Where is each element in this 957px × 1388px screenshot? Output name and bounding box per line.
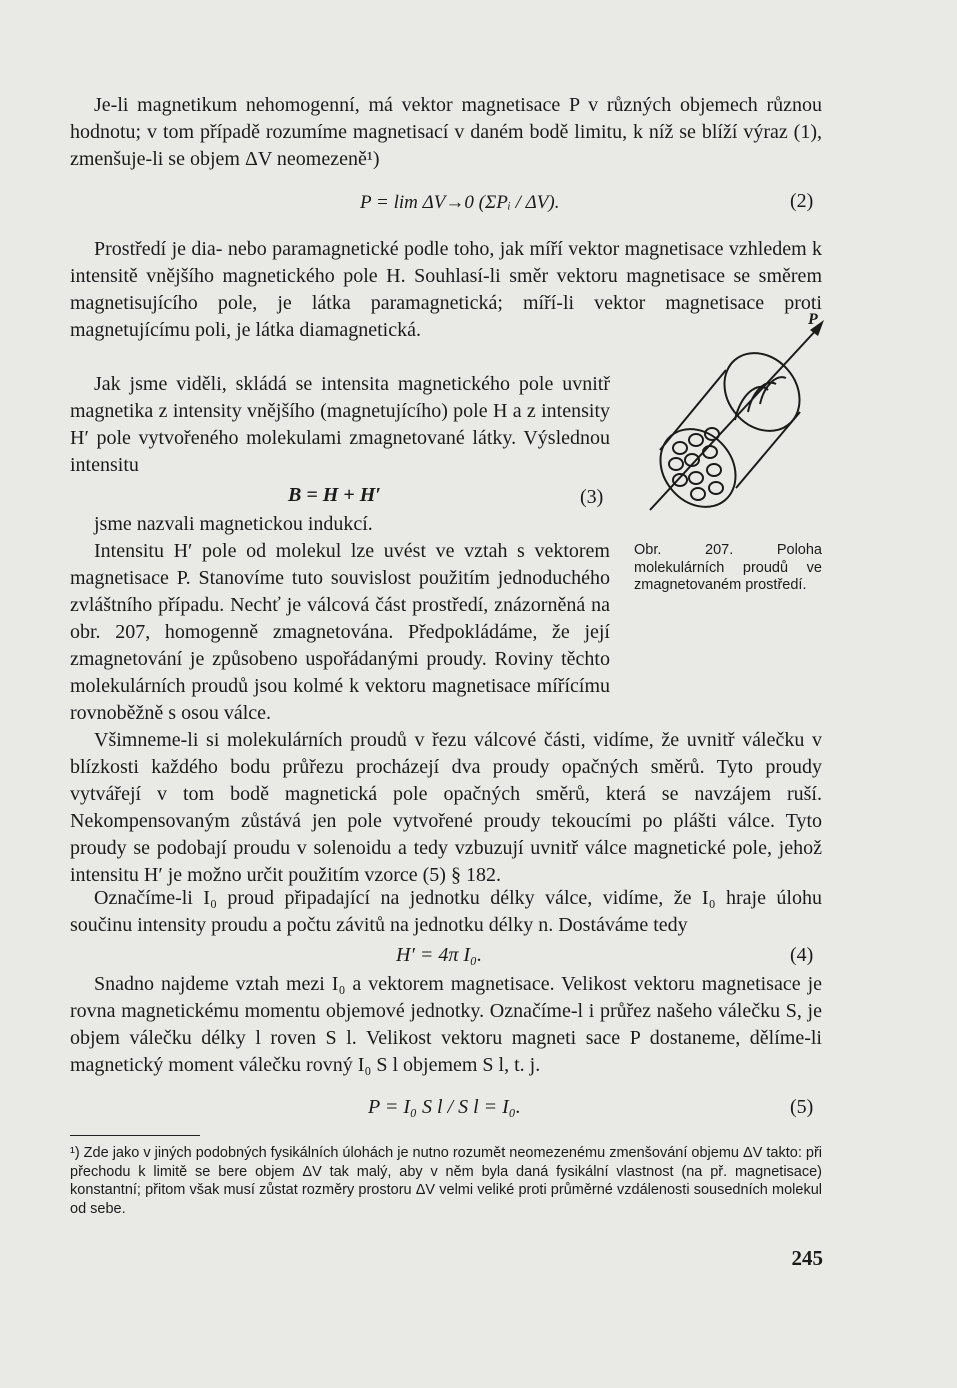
figure-label-P: P bbox=[808, 311, 818, 328]
paragraph-inhomogeneous-magnetisation: Je-li magnetikum nehomogenní, má vektor magnetisace P v různých objemech různou hodnotu; v tom případě rozumíme magnetisací v daném bodě limitu, k níž se blíží výraz (1), zmenšuje-li se objem ΔV neomezeně¹) bbox=[70, 94, 822, 170]
footnote-rule bbox=[70, 1135, 200, 1136]
paragraph-molecular-field: Intensitu H′ pole od molekul lze uvést ve vztah s vektorem magnetisace P. Stanovíme tuto souvislost použitím jednoduchého zvláštního případu. Nechť je válcová část prostředí, znázorněná na obr. 207, homogenně zmagnetována. Předpokládáme, že její zmagnetování je způsobeno uspořádanými proudy. Roviny těchto molekulárních proudů jsou kolmé k vektoru magnetisace mířícímu rovnoběžně s osou válce. bbox=[70, 540, 610, 724]
equation-2-number: (2) bbox=[790, 190, 814, 212]
paragraph-induction: jsme nazvali magnetickou indukcí. bbox=[94, 513, 373, 535]
paragraph-relation-I0: Snadno najdeme vztah mezi I₀ a vektorem magnetisace. Velikost vektoru magnetisace je rovna magnetickému momentu objemové jednotky. Označíme-l i průřez našeho válečku S, je objem válečku délky l roven S l. Velikost vektoru magneti sace P dostaneme, dělíme-li magnetický moment válečku rovný I₀ S l objemem S l, t. j. bbox=[70, 973, 822, 1076]
surface-currents bbox=[735, 377, 786, 420]
equation-4: H′ = 4π I₀. bbox=[396, 944, 482, 966]
equation-3-number: (3) bbox=[580, 486, 604, 508]
page-number: 245 bbox=[791, 1246, 823, 1270]
paragraph-intensity-composition: Jak jsme viděli, skládá se intensita magnetického pole uvnitř magnetika z intensity vnějšího (magnetujícího) pole H a z intensity H′ pole vytvořeného molekulami zmagnetované látky. Výslednou intensitu bbox=[70, 373, 610, 476]
figure-207-caption: Obr. 207. Poloha molekulárních proudů ve zmagnetovaném prostředí. bbox=[634, 542, 822, 593]
paragraph-molecular-currents: Všimneme-li si molekulárních proudů v řezu válcové části, vidíme, že uvnitř válečku v blízkosti každého bodu průřezu procházejí dva proudy opačných směrů. Tyto proudy vytvářejí v tom bodě magnetická pole opačných směrů, která se navzájem ruší. Nekompensovaným zůstává jen pole vytvořené proudy tekoucími po plášti válce. Tyto proudy se podobají proudu v solenoidu a tedy vzbuzují uvnitř válce magnetické pole, jehož intensitu H′ je možno určit použitím vzorce (5) § 182. bbox=[70, 729, 822, 886]
equation-3: B = H + H′ bbox=[288, 484, 381, 506]
equation-2 bbox=[360, 182, 560, 228]
footnote-1: ¹) Zde jako v jiných podobných fysikálních úlohách je nutno rozumět neomezenému zmenšování objemu ΔV takto: při přechodu k limitě se bere objem ΔV tak malý, aby v něm byla daná fysikální vlastnost (na př. magnetisace) konstantní; přitom však musí zůstat rozměry prostoru ΔV velmi veliké proti průměrné vzdálenosti sousedních molekul od sebe. bbox=[70, 1145, 822, 1217]
equation-2-text: P = lim ΔV→0 (ΣPᵢ / ΔV). bbox=[360, 192, 560, 213]
equation-5: P = I₀ S l / S l = I₀. bbox=[368, 1096, 521, 1118]
equation-4-number: (4) bbox=[790, 944, 814, 966]
paragraph-dia-para: Prostředí je dia- nebo paramagnetické podle toho, jak míří vektor magnetisace vzhledem k intensitě vnějšího magnetického pole H. Souhlasí-li směr vektoru magnetisace se směrem magnetisujícího pole, je látka paramagnetická; míří-li vektor magnetisace proti magnetujícímu poli, je látka diamagnetická. bbox=[70, 238, 822, 341]
paragraph-surface-current: Označíme-li I₀ proud připadající na jednotku délky válce, vidíme, že I₀ hraje úlohu součinu intensity proudu a počtu závitů na jednotku délky n. Dostáváme tedy bbox=[70, 887, 822, 936]
cylinder-outline bbox=[645, 338, 815, 520]
equation-5-number: (5) bbox=[790, 1096, 814, 1118]
figure-207-diagram bbox=[640, 300, 830, 520]
